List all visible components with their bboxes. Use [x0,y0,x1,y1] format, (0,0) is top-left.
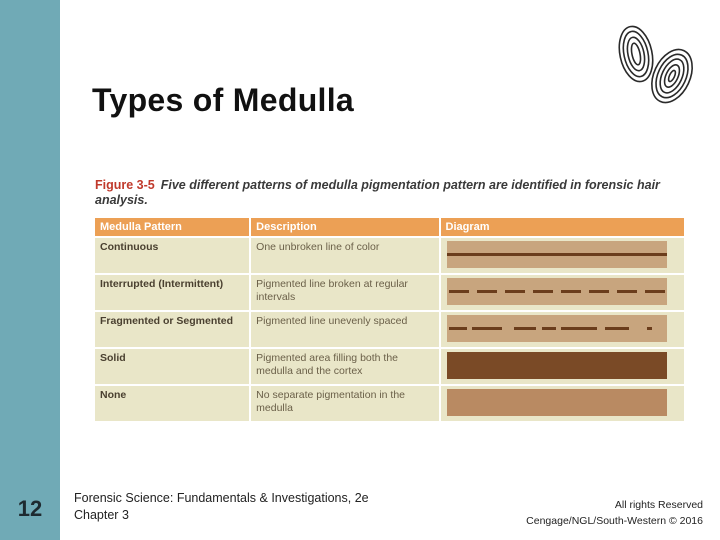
pattern-cell: Interrupted (Intermittent) [95,275,251,312]
none-diagram [447,389,667,416]
fingerprint-icon [612,20,700,112]
medulla-table [95,218,686,423]
footer-chapter: Chapter 3 [74,508,129,522]
table-header-row [95,218,686,238]
interrupted-diagram [447,278,667,305]
pattern-cell: Solid [95,349,251,386]
description-cell: Pigmented line unevenly spaced [251,312,440,349]
column-header-description: Description [251,218,440,238]
footer-book-info [74,490,369,524]
footer-copyright [526,497,703,529]
figure-caption [95,178,685,208]
column-header-diagram: Diagram [441,218,686,238]
pattern-cell: Fragmented or Segmented [95,312,251,349]
column-header-pattern: Medulla Pattern [95,218,251,238]
footer-book-title: Forensic Science: Fundamentals & Investigations, 2e [74,491,369,505]
diagram-cell [441,349,686,386]
pattern-cell: Continuous [95,238,251,275]
description-cell: No separate pigmentation in the medulla [251,386,440,423]
pattern-cell: None [95,386,251,423]
description-cell: Pigmented line broken at regular intervals [251,275,440,312]
figure-label: Figure 3-5 [95,178,155,192]
diagram-cell [441,386,686,423]
fragmented-diagram [447,315,667,342]
slide-title: Types of Medulla [92,82,355,118]
description-cell: Pigmented area filling both the medulla and the cortex [251,349,440,386]
diagram-cell [441,312,686,349]
table-row [95,312,686,349]
diagram-cell [441,275,686,312]
table-row [95,349,686,386]
footer-rights: All rights Reserved [614,499,703,511]
continuous-diagram [447,241,667,268]
table-row [95,238,686,275]
solid-diagram [447,352,667,379]
table-row [95,386,686,423]
footer-publisher: Cengage/NGL/South-Western © 2016 [526,515,703,527]
page-number: 12 [17,496,43,521]
side-bar [0,0,60,540]
diagram-cell [441,238,686,275]
description-cell: One unbroken line of color [251,238,440,275]
table-row [95,275,686,312]
figure-caption-text: Five different patterns of medulla pigmentation pattern are identified in forensic hair analysis. [95,178,660,207]
